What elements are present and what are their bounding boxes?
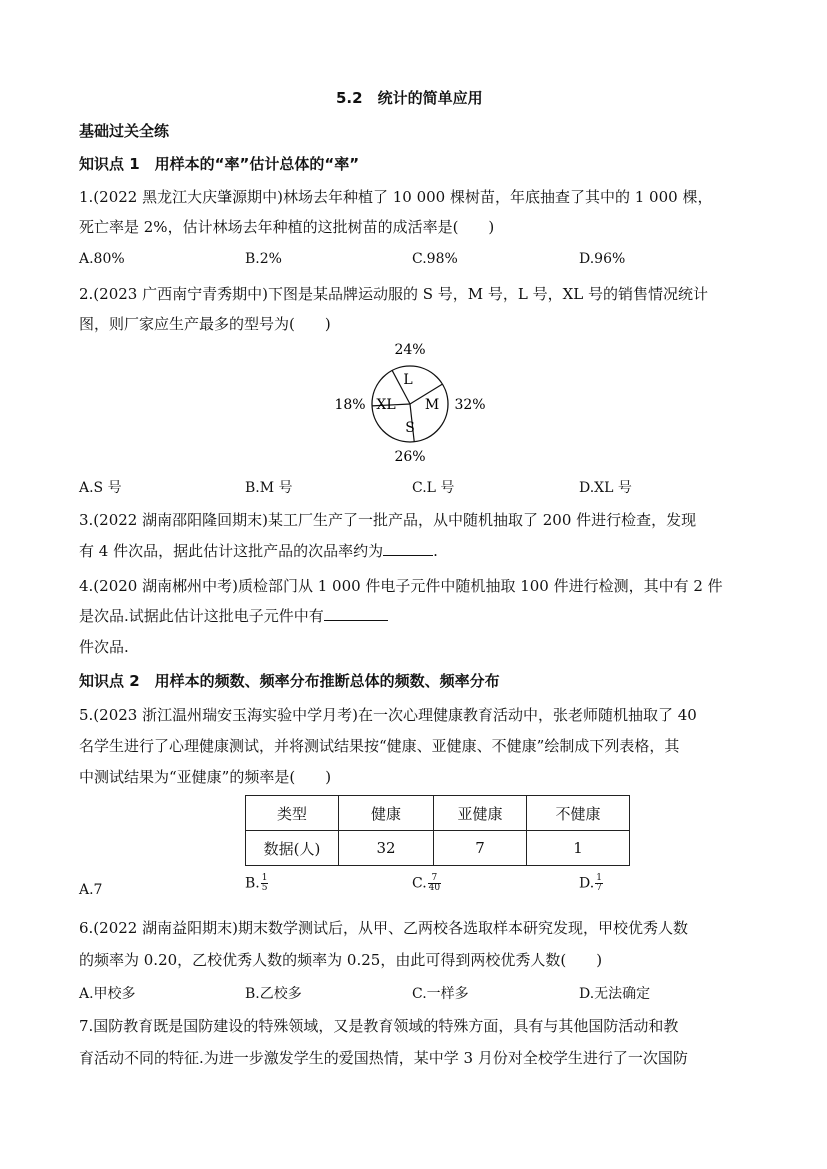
- fraction-denominator: 7: [596, 883, 602, 893]
- q4-answer-blank[interactable]: [324, 606, 388, 621]
- q4-line-2: [79, 605, 388, 626]
- pie-percent-label: 32%: [454, 397, 486, 413]
- fraction-numerator: 1: [261, 873, 268, 883]
- knowledge-point-1: 知识点 1 用样本的“率”估计总体的“率”: [79, 155, 360, 173]
- table-header-cell: 不健康: [527, 796, 630, 831]
- q5-option-b-fraction: [261, 874, 269, 893]
- q5-option-d: [579, 874, 603, 893]
- q3-line-2-end: .: [433, 542, 438, 560]
- q2-option-a: A.S 号: [79, 480, 122, 496]
- table-header-cell: 亚健康: [434, 796, 527, 831]
- table-row: [246, 831, 630, 866]
- q5-option-a: A.7: [79, 882, 103, 898]
- q5-line-1: 5.(2023 浙江温州瑞安玉海实验中学月考)在一次心理健康教育活动中，张老师随机抽取了 40: [79, 706, 697, 724]
- q7-line-1: 7.国防教育既是国防建设的特殊领域，又是教育领域的特殊方面，具有与其他国防活动和教: [79, 1017, 679, 1035]
- q6-option-a: A.甲校多: [79, 986, 136, 1002]
- q5-option-d-prefix: D.: [579, 875, 595, 892]
- q2-option-b: B.M 号: [245, 480, 293, 496]
- pie-category-label: L: [403, 372, 413, 388]
- table-header-row: [246, 796, 630, 831]
- q4-line-2-text: 是次品.试据此估计这批电子元件中有: [79, 607, 324, 625]
- q3-line-2-text: 有 4 件次品，据此估计这批产品的次品率约为: [79, 542, 384, 560]
- table-cell: 1: [527, 831, 630, 866]
- q5-option-c-fraction: [428, 874, 441, 893]
- q6-line-2: 的频率为 0.20，乙校优秀人数的频率为 0.25，由此可得到两校优秀人数( ): [79, 951, 603, 969]
- fraction-numerator: 1: [596, 873, 602, 883]
- q2-option-c: C.L 号: [412, 480, 455, 496]
- table-header-cell: 类型: [246, 796, 339, 831]
- q5-table: [245, 795, 630, 866]
- q6-option-d: D.无法确定: [579, 986, 651, 1002]
- pie-percent-label: 26%: [394, 449, 426, 465]
- q6-line-1: 6.(2022 湖南益阳期末)期末数学测试后，从甲、乙两校各选取样本研究发现，甲校优秀人数: [79, 919, 688, 937]
- q3-line-2: [79, 540, 438, 561]
- q1-option-b: B.2%: [245, 251, 282, 267]
- q5-line-3: 中测试结果为“亚健康”的频率是( ): [79, 768, 332, 786]
- table-cell: 7: [434, 831, 527, 866]
- pie-category-label: M: [424, 397, 440, 413]
- section-heading: 基础过关全练: [79, 122, 170, 140]
- q2-line-1: 2.(2023 广西南宁青秀期中)下图是某品牌运动服的 S 号，M 号，L 号，XL 号的销售情况统计: [79, 285, 709, 303]
- pie-percent-label: 18%: [334, 397, 366, 413]
- q4-line-3: 件次品.: [79, 638, 129, 656]
- q5-line-2: 名学生进行了心理健康测试，并将测试结果按“健康、亚健康、不健康”绘制成下列表格，其: [79, 737, 680, 755]
- page-title: 5.2 统计的简单应用: [336, 89, 483, 107]
- fraction-numerator: 7: [428, 874, 441, 884]
- q3-line-1: 3.(2022 湖南邵阳隆回期末)某工厂生产了一批产品，从中随机抽取了 200 件进行检查，发现: [79, 511, 697, 529]
- q3-answer-blank[interactable]: [383, 541, 433, 556]
- q2-line-2: 图，则厂家应生产最多的型号为( ): [79, 315, 331, 333]
- q1-line-1: 1.(2022 黑龙江大庆肇源期中)林场去年种植了 10 000 棵树苗，年底抽查了其中的 1 000 棵，: [79, 188, 713, 206]
- fraction-denominator: 40: [428, 883, 441, 893]
- fraction-denominator: 5: [261, 883, 268, 893]
- q5-option-c: [412, 874, 441, 893]
- q2-option-d: D.XL 号: [579, 480, 632, 496]
- q5-option-b: [245, 874, 268, 893]
- q7-line-2: 育活动不同的特征.为进一步激发学生的爱国热情，某中学 3 月份对全校学生进行了一次国防: [79, 1049, 688, 1067]
- q1-option-a: A.80%: [79, 251, 125, 267]
- q5-option-c-prefix: C.: [412, 875, 427, 892]
- q1-line-2: 死亡率是 2%，估计林场去年种植的这批树苗的成活率是( ): [79, 218, 495, 236]
- pie-percent-label: 24%: [394, 342, 426, 358]
- table-cell: 数据(人): [246, 831, 339, 866]
- table-header-cell: 健康: [339, 796, 434, 831]
- knowledge-point-2: 知识点 2 用样本的频数、频率分布推断总体的频数、频率分布: [79, 672, 500, 690]
- q4-line-1: 4.(2020 湖南郴州中考)质检部门从 1 000 件电子元件中随机抽取 100 件进行检测，其中有 2 件: [79, 577, 723, 595]
- q6-option-c: C.一样多: [412, 986, 469, 1002]
- pie-category-label: XL: [376, 397, 396, 413]
- q1-option-d: D.96%: [579, 251, 626, 267]
- size-sales-pie-chart: [330, 340, 500, 468]
- q5-option-d-fraction: [595, 874, 603, 893]
- pie-category-label: S: [405, 420, 415, 436]
- table-cell: 32: [339, 831, 434, 866]
- q1-option-c: C.98%: [412, 251, 458, 267]
- q5-option-b-prefix: B.: [245, 875, 260, 892]
- q6-option-b: B.乙校多: [245, 986, 302, 1002]
